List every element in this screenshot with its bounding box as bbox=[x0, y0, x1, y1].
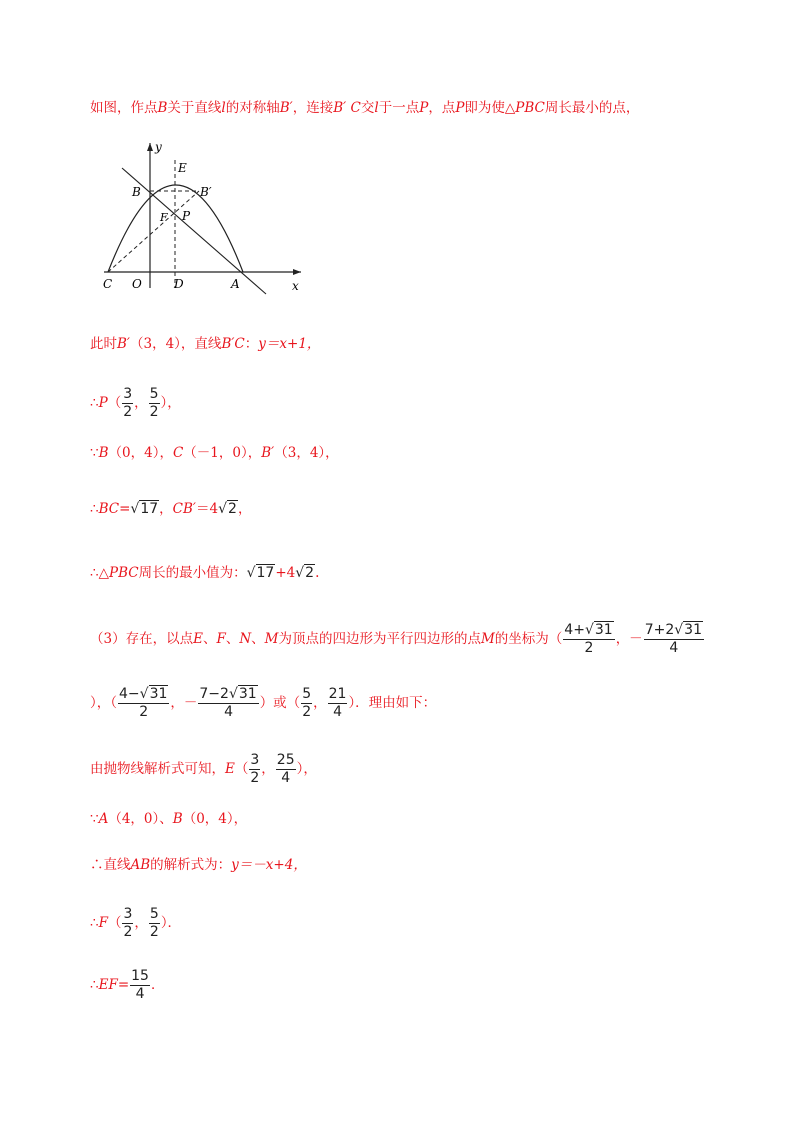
point-e-line bbox=[90, 752, 317, 787]
text: 周长的最小值为： bbox=[138, 565, 247, 581]
fraction bbox=[276, 752, 296, 787]
y-axis-arrow-icon bbox=[147, 143, 153, 151]
numerator: 3 bbox=[123, 906, 133, 922]
text: ： bbox=[244, 336, 259, 352]
label-b: B bbox=[132, 185, 141, 199]
radicand: 17 bbox=[256, 565, 275, 581]
fraction bbox=[118, 686, 169, 721]
denominator: 2 bbox=[250, 770, 260, 786]
text: 由抛物线解析式可知， bbox=[90, 761, 225, 777]
text: ）或（ bbox=[259, 695, 301, 711]
paren: ）． bbox=[160, 915, 182, 931]
text: 4− bbox=[119, 686, 140, 702]
denominator: 2 bbox=[149, 924, 159, 940]
line-b-prime-c: B′C bbox=[221, 336, 245, 352]
parabola-figure bbox=[96, 138, 306, 298]
text: ），（ bbox=[90, 695, 117, 711]
text: ， bbox=[159, 501, 173, 517]
text: ）．理由如下： bbox=[348, 695, 437, 711]
paren: ）， bbox=[160, 395, 181, 411]
comma: ， bbox=[134, 395, 148, 411]
denominator: 2 bbox=[123, 924, 133, 940]
numerator: 3 bbox=[250, 752, 260, 768]
triangle-pbc: PBC bbox=[515, 100, 545, 116]
numerator: 21 bbox=[328, 686, 347, 702]
line-l: l bbox=[374, 100, 379, 116]
segment-bc: BC bbox=[98, 501, 120, 517]
point-p: P bbox=[455, 100, 465, 116]
fraction bbox=[563, 622, 614, 657]
denominator: 2 bbox=[149, 404, 159, 420]
paren: （ bbox=[107, 395, 122, 411]
point-f-line bbox=[90, 906, 181, 941]
text: 周长最小的点， bbox=[544, 100, 640, 116]
text: （3，4）， bbox=[274, 445, 339, 461]
text: 为顶点的四边形为平行四边形的点 bbox=[278, 631, 481, 647]
text: . bbox=[315, 565, 320, 581]
point-b: B bbox=[157, 100, 168, 116]
text: ，－ bbox=[170, 695, 198, 711]
fraction bbox=[149, 906, 160, 941]
denominator: 2 bbox=[123, 404, 133, 420]
numerator: 5 bbox=[149, 906, 159, 922]
label-p: P bbox=[182, 209, 191, 223]
given-points-line bbox=[90, 444, 339, 462]
point-m: M bbox=[480, 631, 495, 647]
point-f: F bbox=[216, 631, 226, 647]
equals: ＝4 bbox=[196, 501, 219, 517]
radicand: 31 bbox=[149, 686, 168, 702]
text: 、 bbox=[202, 631, 217, 647]
intro-line bbox=[90, 99, 639, 117]
fraction bbox=[130, 968, 150, 1003]
paren: ）， bbox=[296, 761, 317, 777]
sqrt: √31 bbox=[674, 622, 702, 638]
text: 7−2 bbox=[199, 686, 229, 702]
text: 7+2 bbox=[644, 622, 675, 638]
line-b-prime bbox=[90, 335, 320, 353]
part3-answers-line bbox=[90, 686, 436, 721]
sqrt: √31 bbox=[139, 686, 168, 702]
therefore-symbol: ∴ bbox=[90, 501, 99, 517]
point-e: E bbox=[225, 761, 235, 777]
segment-ef: EF bbox=[98, 977, 118, 993]
therefore-symbol: ∴△ bbox=[90, 565, 109, 581]
text: 如图，作点 bbox=[90, 100, 158, 116]
text: （4，0）、 bbox=[108, 811, 173, 827]
text: （3）存在，以点 bbox=[90, 631, 194, 647]
fraction bbox=[249, 752, 260, 787]
label-x: x bbox=[292, 279, 299, 293]
fraction bbox=[122, 906, 133, 941]
numerator: 5 bbox=[302, 686, 312, 702]
fraction bbox=[644, 622, 704, 657]
text: 即为使△ bbox=[464, 100, 516, 116]
fraction bbox=[301, 686, 312, 721]
label-b-prime: B′ bbox=[200, 185, 212, 199]
numerator: 3 bbox=[123, 386, 133, 402]
label-y: y bbox=[155, 140, 162, 154]
text: ，点 bbox=[428, 100, 456, 116]
paren: （ bbox=[234, 761, 249, 777]
fraction bbox=[149, 386, 160, 421]
text: ∴直线 bbox=[90, 857, 131, 873]
label-a: A bbox=[231, 277, 240, 291]
triangle-pbc: PBC bbox=[108, 565, 139, 581]
part3-line bbox=[90, 622, 705, 657]
fraction bbox=[122, 386, 133, 421]
radicand: 31 bbox=[238, 686, 257, 702]
equals: = bbox=[117, 977, 130, 993]
radicand: 31 bbox=[594, 622, 613, 638]
therefore-symbol: ∴ bbox=[90, 915, 99, 931]
equals: = bbox=[119, 501, 131, 517]
denominator: 2 bbox=[302, 704, 312, 720]
because-symbol: ∵ bbox=[90, 811, 99, 827]
text: （－1，0）， bbox=[183, 445, 262, 461]
text: （3，4），直线 bbox=[130, 336, 222, 352]
ef-length-line bbox=[90, 968, 164, 1003]
label-c: C bbox=[103, 277, 113, 291]
sqrt: √31 bbox=[228, 686, 257, 702]
radicand: 2 bbox=[228, 501, 237, 517]
text: 此时 bbox=[90, 336, 117, 352]
denominator: 4 bbox=[669, 640, 679, 656]
label-f: F bbox=[160, 211, 168, 224]
paren: （ bbox=[107, 915, 122, 931]
segment-cb-prime: CB′ bbox=[172, 501, 196, 517]
point-p-line bbox=[90, 386, 181, 421]
text: 的坐标为（ bbox=[494, 631, 563, 647]
denominator: 2 bbox=[139, 704, 149, 720]
text: 于一点 bbox=[378, 100, 420, 116]
point-n: N bbox=[239, 631, 252, 647]
line-ab-label: AB bbox=[130, 857, 151, 873]
denominator: 2 bbox=[584, 640, 594, 656]
therefore-symbol: ∴ bbox=[90, 977, 99, 993]
text: 、 bbox=[225, 631, 240, 647]
equation: y＝x+1， bbox=[258, 336, 321, 352]
equation: y＝－x+4， bbox=[231, 857, 307, 873]
point-a: A bbox=[98, 811, 109, 827]
text: ，连接 bbox=[292, 100, 334, 116]
lengths-line bbox=[90, 500, 251, 518]
radicand: 2 bbox=[305, 565, 315, 581]
text: （0，4）， bbox=[108, 445, 173, 461]
numerator: 15 bbox=[131, 968, 149, 984]
text: ， bbox=[237, 501, 252, 517]
fraction bbox=[198, 686, 258, 721]
numerator bbox=[644, 622, 704, 640]
radicand: 17 bbox=[140, 501, 159, 517]
line-ab bbox=[122, 168, 266, 294]
point-b-prime: B′ bbox=[333, 100, 347, 116]
min-perimeter-line bbox=[90, 564, 319, 582]
sqrt: √17 bbox=[246, 565, 275, 581]
line-l: l bbox=[221, 100, 226, 116]
text: 交 bbox=[360, 100, 375, 116]
sqrt: √31 bbox=[584, 622, 613, 638]
text: 4+ bbox=[564, 622, 585, 638]
label-o: O bbox=[132, 277, 142, 291]
denominator: 4 bbox=[333, 704, 342, 720]
label-e: E bbox=[178, 161, 187, 175]
text: ，－ bbox=[615, 631, 643, 647]
radicand: 31 bbox=[684, 622, 702, 638]
line-ab-equation bbox=[90, 856, 307, 874]
text: 关于直线 bbox=[167, 100, 222, 116]
point-b-prime: B′ bbox=[279, 100, 293, 116]
point-c: C bbox=[172, 445, 184, 461]
denominator: 4 bbox=[135, 986, 145, 1002]
sqrt: √17 bbox=[130, 501, 159, 517]
fraction bbox=[328, 686, 348, 721]
numerator bbox=[198, 686, 258, 704]
point-m: M bbox=[264, 631, 279, 647]
text: ， bbox=[313, 695, 327, 711]
sqrt: √2 bbox=[218, 501, 237, 517]
comma: ， bbox=[261, 761, 275, 777]
label-d: D bbox=[174, 277, 184, 291]
sqrt: √2 bbox=[295, 565, 315, 581]
denominator: 4 bbox=[281, 770, 291, 786]
text: （0，4）， bbox=[182, 811, 248, 827]
numerator: 25 bbox=[276, 752, 295, 768]
text: ． bbox=[150, 977, 165, 993]
point-e: E bbox=[193, 631, 203, 647]
point-f: F bbox=[98, 915, 108, 931]
points-ab-line bbox=[90, 810, 247, 828]
point-p: P bbox=[98, 395, 108, 411]
point-b-prime: B′ bbox=[261, 445, 275, 461]
point-b: B bbox=[172, 811, 183, 827]
point-p: P bbox=[419, 100, 429, 116]
numerator bbox=[563, 622, 614, 640]
numerator bbox=[118, 686, 169, 704]
point-c: C bbox=[350, 100, 361, 116]
denominator: 4 bbox=[224, 704, 233, 720]
segment-cb-prime bbox=[108, 191, 199, 272]
point-b-prime: B′ bbox=[117, 336, 130, 352]
because-symbol: ∵ bbox=[90, 445, 99, 461]
text: +4 bbox=[275, 565, 296, 581]
comma: ， bbox=[134, 915, 148, 931]
text: 的解析式为： bbox=[150, 857, 232, 873]
text: 的对称轴 bbox=[225, 100, 280, 116]
point-b: B bbox=[98, 445, 109, 461]
therefore-symbol: ∴ bbox=[90, 395, 99, 411]
x-axis-arrow-icon bbox=[293, 269, 301, 275]
text: 、 bbox=[251, 631, 265, 647]
numerator: 5 bbox=[149, 386, 159, 402]
